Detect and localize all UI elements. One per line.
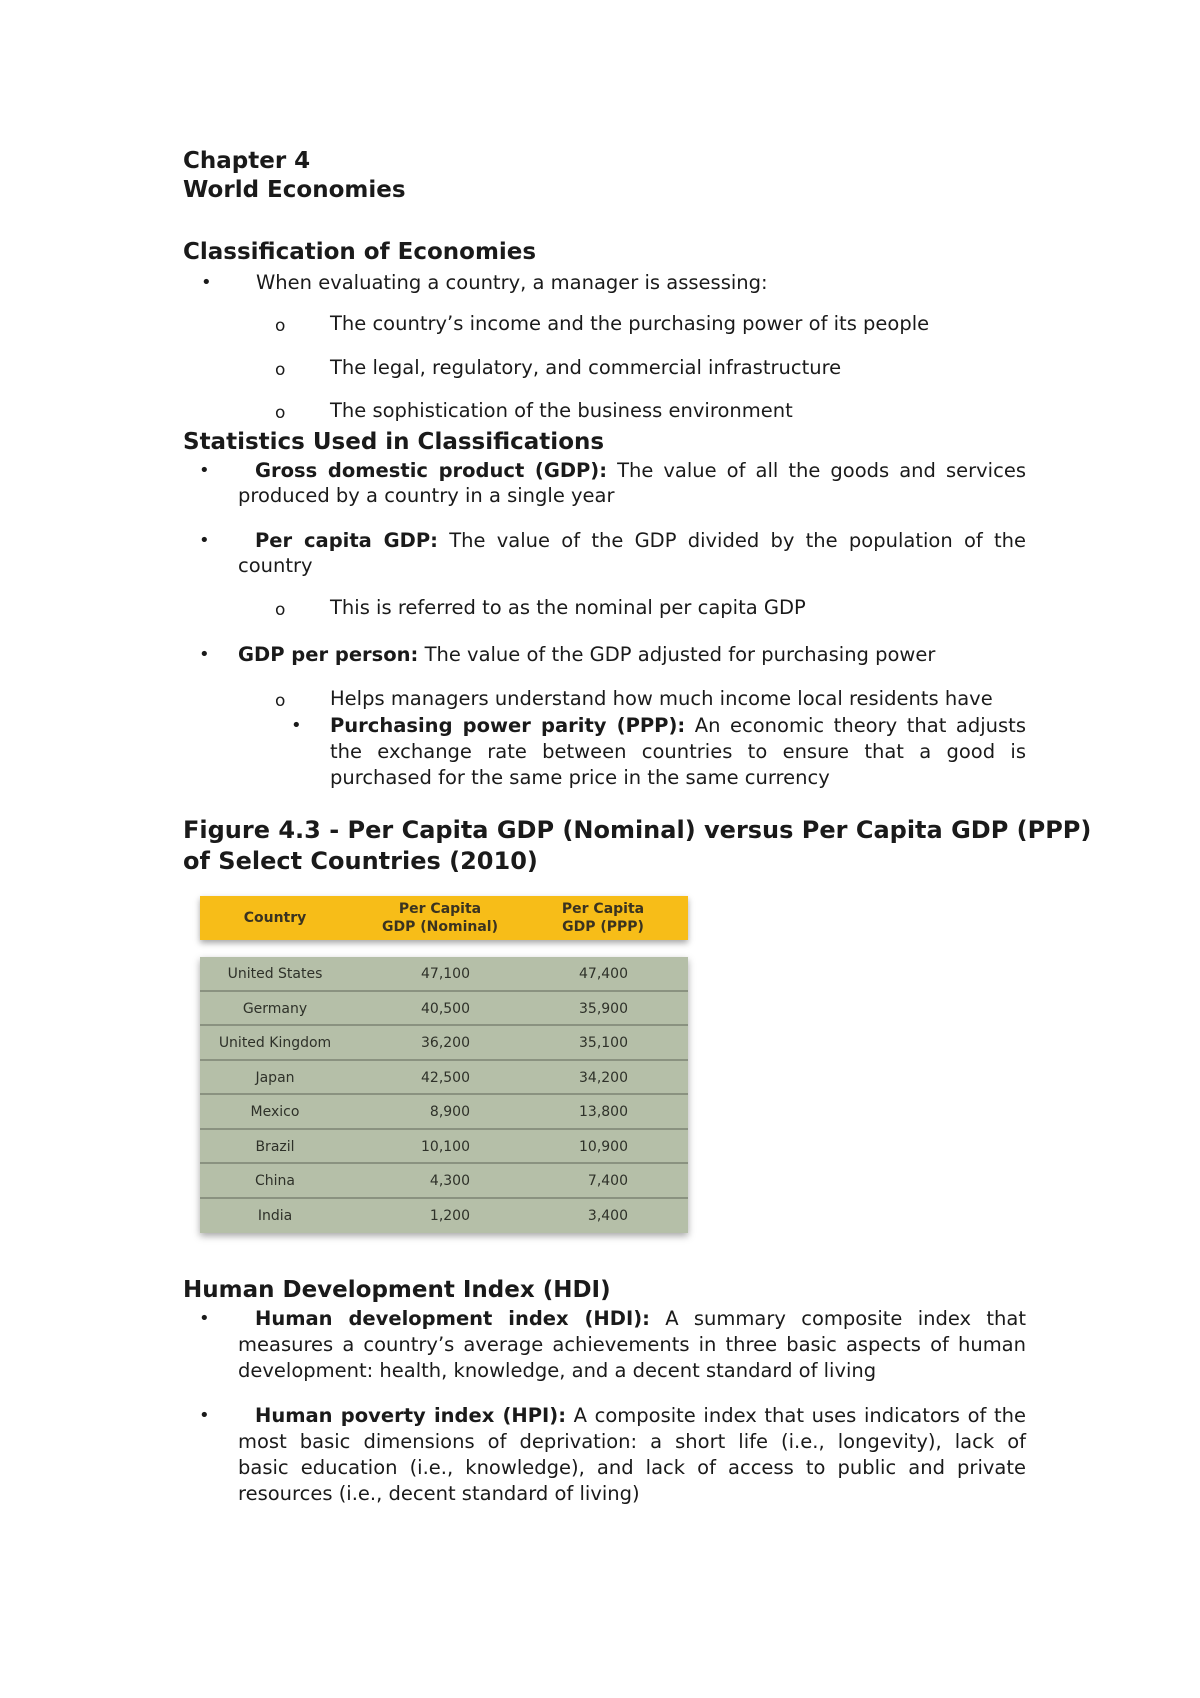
sub-bullet-icon: o <box>275 691 286 711</box>
per-capita-definition-line2: country <box>238 554 313 577</box>
table-body <box>200 957 688 1233</box>
bullet-icon: • <box>199 460 210 481</box>
table-row <box>200 1026 688 1061</box>
bullet-icon: • <box>199 1405 210 1426</box>
bullet-icon: • <box>201 272 212 293</box>
bullet-icon: • <box>291 715 302 736</box>
country-cell: Germany <box>242 1000 308 1017</box>
chapter-title: World Economies <box>183 177 406 203</box>
gdp-nominal-cell: 10,100 <box>421 1138 470 1155</box>
section-heading-classification: Classification of Economies <box>183 239 537 265</box>
country-cell: Japan <box>255 1069 295 1086</box>
column-header-ppp: Per Capita GDP (PPP) <box>561 901 645 935</box>
gdp-ppp-cell: 47,400 <box>579 966 628 982</box>
table-row <box>200 1164 688 1199</box>
sub-bullet-icon: o <box>275 360 286 380</box>
gdp-ppp-cell: 10,900 <box>579 1138 628 1155</box>
sub-bullet-icon: o <box>275 316 286 336</box>
country-cell: Mexico <box>250 1104 300 1120</box>
section-heading-hdi: Human Development Index (HDI) <box>183 1277 611 1303</box>
figure-title-line1: Figure 4.3 - Per Capita GDP (Nominal) versus Per Capita GDP (PPP) <box>183 816 1092 844</box>
country-cell: India <box>257 1207 293 1224</box>
gdp-nominal-cell: 36,200 <box>421 1035 470 1051</box>
sub-bullet-text: The legal, regulatory, and commercial infrastructure <box>330 356 842 379</box>
sub-bullet-icon: o <box>275 403 286 423</box>
bullet-icon: • <box>199 530 210 551</box>
figure-title-line2: of Select Countries (2010) <box>183 847 538 875</box>
column-header-nominal: Per Capita GDP (Nominal) <box>382 901 498 935</box>
gdp-ppp-cell: 34,200 <box>579 1069 628 1086</box>
table-row <box>200 992 688 1027</box>
hdi-definition-line2: measures a country’s average achievements in three basic aspects of human <box>238 1333 1026 1356</box>
table-row <box>200 1199 688 1234</box>
gdp-nominal-cell: 4,300 <box>429 1173 470 1189</box>
column-header-country: Country <box>243 910 307 926</box>
chapter-number: Chapter 4 <box>183 148 311 174</box>
gdp-definition-line2: produced by a country in a single year <box>238 484 615 507</box>
hpi-definition-line4: resources (i.e., decent standard of living) <box>238 1482 640 1505</box>
gdp-ppp-cell: 35,900 <box>579 1000 628 1017</box>
ppp-definition-line2: the exchange rate between countries to ensure that a good is <box>330 740 1026 763</box>
hdi-definition-line1: Human development index (HDI): A summary composite index that <box>255 1307 1026 1330</box>
country-cell: United Kingdom <box>218 1035 332 1051</box>
hpi-definition-line2: most basic dimensions of deprivation: a short life (i.e., longevity), lack of <box>238 1430 1026 1453</box>
gdp-nominal-cell: 42,500 <box>421 1069 470 1086</box>
gdp-ppp-cell: 35,100 <box>579 1035 628 1051</box>
sub-bullet-icon: o <box>275 600 286 620</box>
sub-bullet-text: The sophistication of the business environment <box>330 399 793 422</box>
ppp-definition-line1: Purchasing power parity (PPP): An economic theory that adjusts <box>330 714 1026 737</box>
sub-bullet-text: The country’s income and the purchasing power of its people <box>330 312 930 335</box>
gdp-ppp-cell: 7,400 <box>587 1173 628 1189</box>
hpi-definition-line1: Human poverty index (HPI): A composite index that uses indicators of the <box>255 1404 1027 1427</box>
country-cell: United States <box>227 966 323 982</box>
per-capita-definition-line1: Per capita GDP: The value of the GDP divided by the population of the <box>255 529 1026 552</box>
gdp-nominal-cell: 8,900 <box>429 1104 470 1120</box>
section-heading-statistics: Statistics Used in Classifications <box>183 429 605 455</box>
sub-bullet-text: Helps managers understand how much income local residents have <box>330 687 993 710</box>
gdp-nominal-cell: 1,200 <box>429 1207 470 1224</box>
sub-bullet-text: This is referred to as the nominal per capita GDP <box>330 596 806 619</box>
ppp-definition-line3: purchased for the same price in the same currency <box>330 766 830 789</box>
table-header <box>200 896 688 940</box>
bullet-icon: • <box>199 1308 210 1329</box>
gdp-nominal-cell: 40,500 <box>421 1000 470 1017</box>
table-row <box>200 1095 688 1130</box>
table-row <box>200 1061 688 1096</box>
gdp-ppp-cell: 13,800 <box>579 1104 628 1120</box>
bullet-text: When evaluating a country, a manager is assessing: <box>256 271 768 294</box>
country-cell: China <box>255 1173 295 1189</box>
gdp-definition-line1: Gross domestic product (GDP): The value of all the goods and services <box>255 459 1026 482</box>
table-row <box>200 1130 688 1165</box>
gdp-nominal-cell: 47,100 <box>421 966 470 982</box>
hdi-definition-line3: development: health, knowledge, and a decent standard of living <box>238 1359 877 1382</box>
gdp-ppp-cell: 3,400 <box>587 1207 628 1224</box>
hpi-definition-line3: basic education (i.e., knowledge), and lack of access to public and private <box>238 1456 1026 1479</box>
bullet-icon: • <box>199 644 210 665</box>
table-row <box>200 957 688 992</box>
country-cell: Brazil <box>255 1138 295 1155</box>
gdp-per-person-definition: GDP per person: The value of the GDP adjusted for purchasing power <box>238 643 936 666</box>
